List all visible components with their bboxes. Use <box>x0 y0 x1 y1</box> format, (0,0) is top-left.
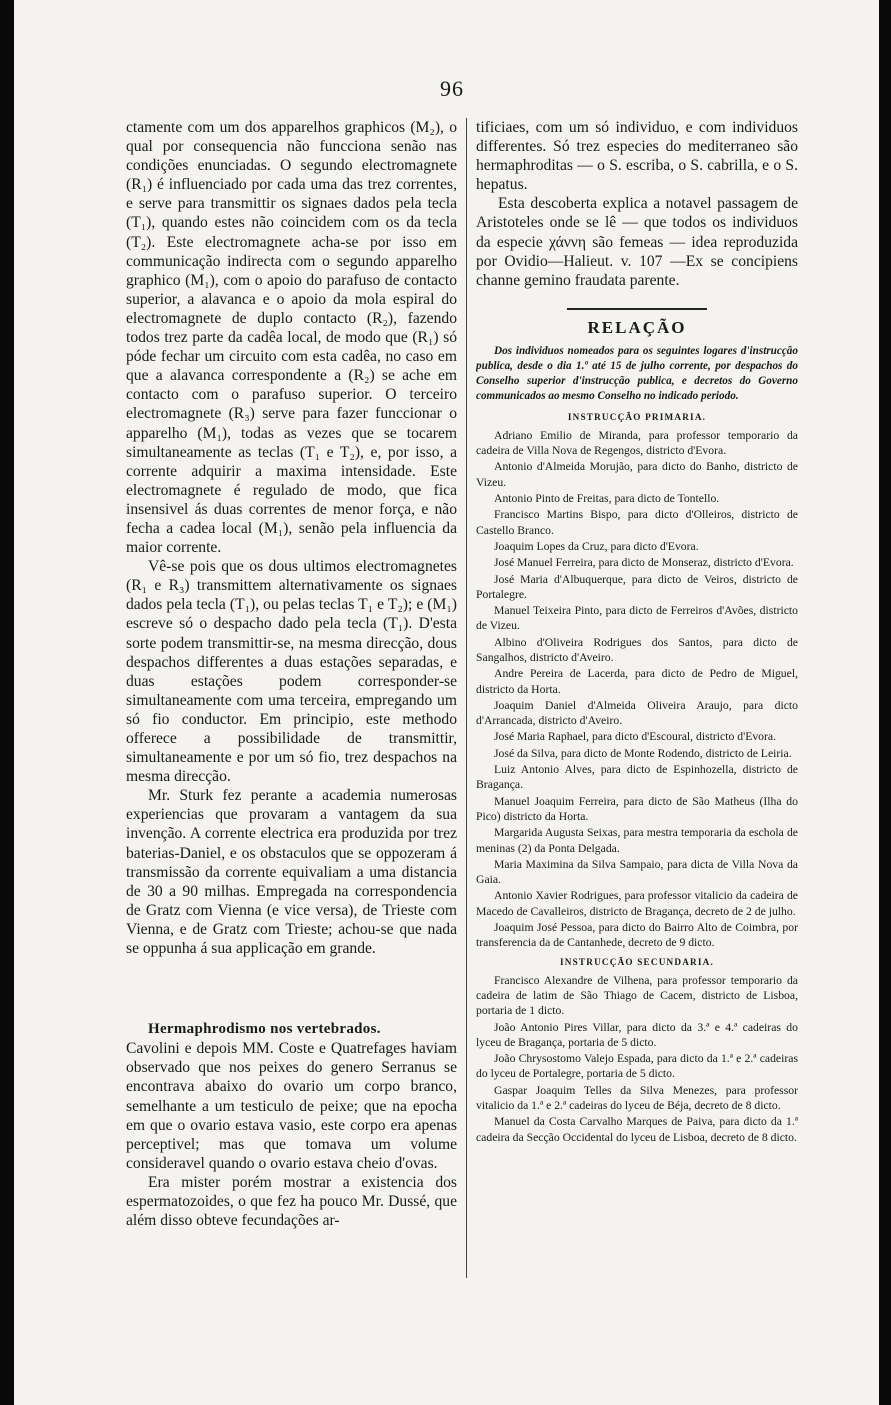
appointment-entry: Joaquim Daniel d'Almeida Oliveira Araujo, para dicto d'Arrancada, districto d'Aveiro. <box>476 698 798 728</box>
scan-border-left <box>0 0 14 1405</box>
primaria-list <box>476 428 798 951</box>
page-number: 96 <box>440 76 464 101</box>
appointment-entry: Adriano Emilio de Miranda, para professor temporario da cadeira de Villa Nova de Regengos, districto d'Evora. <box>476 428 798 458</box>
appointment-entry: Manuel Joaquim Ferreira, para dicto de São Matheus (Ilha do Pico) districto da Horta. <box>476 794 798 823</box>
appointment-entry: Joaquim Lopes da Cruz, para dicto d'Evora. <box>494 539 699 553</box>
appointment-entry: João Antonio Pires Villar, para dicto da 3.ª e 4.ª cadeiras do lyceu de Bragança, portaria de 5 dicto. <box>476 1020 798 1049</box>
appointment-entry: Gaspar Joaquim Telles da Silva Menezes, para professor vitalicio da 1.ª e 2.ª cadeiras do lyceu de Béja, decreto de 8 dicto. <box>476 1083 798 1113</box>
section-heading: Hermaphrodismo nos vertebrados. <box>148 1021 381 1038</box>
appointment-entry: Joaquim José Pessoa, para dicto do Bairro Alto de Coimbra, por transferencia da de Cantanhede, decreto de 9 dicto. <box>476 921 798 950</box>
scan-border-right <box>879 0 891 1405</box>
appointment-entry: Antonio Xavier Rodrigues, para professor vitalicio da cadeira de Macedo de Cavalleiros, districto de Bragança, decreto de 2 de julho. <box>476 889 798 918</box>
paragraph: tificiaes, com um só individuo, e com individuos differentes. Só trez especies do mediterraneo são hermaphroditas — o S. escriba, o S. cabrilla, e o S. hepatus. <box>476 119 798 194</box>
appointment-entry: Margarida Augusta Seixas, para mestra temporaria da eschola de meninas (2) da Ponta Delgada. <box>476 826 798 855</box>
appointment-entry: José Maria Raphael, para dicto d'Escoural, districto d'Evora. <box>494 730 777 744</box>
section-rule <box>567 308 707 310</box>
appointment-entry: João Chrysostomo Valejo Espada, para dicto da 1.ª e 2.ª cadeiras do lyceu de Portalegre, portaria de 5 dicto. <box>476 1052 798 1081</box>
paragraph: Cavolini e depois MM. Coste e Quatrefages haviam observado que nos peixes do genero Serranus se encontrava abaixo do ovario um corpo branco, semelhante a um testiculo de peixe; que na epocha em que o ovario estava vasio, este corpo era apenas perceptivel; mas que tomava um volume consideravel quando o ovario estava cheio d'ovas. <box>126 1040 457 1172</box>
secundaria-list <box>476 973 798 1145</box>
paragraph: Esta descoberta explica a notavel passagem de Aristoteles onde se lê — que todos os individuos da especie χάννη são femeas — idea reproduzida por Ovidio—Halieut. v. 107 —Ex se concipiens channe gemino fraudata parente. <box>476 195 798 289</box>
column-divider <box>466 118 467 1278</box>
appointment-entry: Maria Maximina da Silva Sampaio, para dicta de Villa Nova da Gaia. <box>476 857 798 887</box>
paragraph: Era mister porém mostrar a existencia dos espermatozoides, o que fez ha pouco Mr. Dussé, que além disso obteve fecundações ar- <box>126 1173 457 1230</box>
appointment-entry: Luiz Antonio Alves, para dicto de Espinhozella, districto de Bragança. <box>476 763 798 792</box>
paragraph: Mr. Sturk fez perante a academia numerosas experiencias que provaram a vantagem da sua invenção. A corrente electrica era produzida por trez baterias-Daniel, e os obstaculos que se oppozeram á transmissão da corrente equivaliam a uma distancia de 30 a 90 milhas. Empregada na correspondencia de Gratz com Vienna (e vice versa), de Trieste com Vienna, e de Gratz com Trieste; achou-se que nada se oppunha á sua applicação em grande. <box>126 787 457 958</box>
spacer <box>126 958 457 1020</box>
appointment-entry: Francisco Alexandre de Vilhena, para professor temporario da cadeira de latim de São Thiago de Cacem, districto de Lisboa, portaria de 1 dicto. <box>476 973 798 1018</box>
appointment-entry: José da Silva, para dicto de Monte Rodendo, districto de Leiria. <box>494 746 792 760</box>
left-column <box>126 118 457 1230</box>
appointment-entry: Manuel da Costa Carvalho Marques de Paiva, para dicto da 1.ª cadeira da Secção Occidental do lyceu de Lisboa, decreto de 8 dicto. <box>476 1115 798 1144</box>
appointment-entry: Andre Pereira de Lacerda, para dicto de Pedro de Miguel, districto da Horta. <box>476 667 798 696</box>
right-column <box>476 118 798 1146</box>
paragraph: ctamente com um dos apparelhos graphicos (M₂), o qual por consequencia não funcciona senão nas condições enunciadas. O segundo electromagnete (R₁) é influenciado por cada uma das trez correntes, e serve para transmittir os signaes dados pela tecla (T₁), quando estes não coincidem com os da tecla (T₂). Este electromagnete acha-se por isso em communicação indirecta com o segundo apparelho graphico (M₁), com o apoio do parafuso de contacto superior, a alavanca e o apoio da mola espiral do electromagnete de duplo contacto (R₂), fazendo todos trez parte da cadêa local, de modo que (R₁) só póde fechar um circuito com esta cadêa, no caso em que a alavanca correspondente a (R₂) se ache em contacto com o parafuso superior. O terceiro electromagnete (R₃) serve para fazer funccionar o apparelho (M₁), todas as vezes que se tocarem simultaneamente as teclas (T₁ e T₂), e, por isso, a corrente adquirir a maxima intensidade. Este electromagnete é regulado de modo, que fica insensivel ás duas correntes de menor força, e não fecha a cadea local (M₁), senão pela influencia da maior corrente. <box>126 119 457 557</box>
appointment-entry: Antonio d'Almeida Morujão, para dicto do Banho, districto de Vizeu. <box>476 460 798 489</box>
appointment-entry: José Maria d'Albuquerque, para dicto de Veiros, districto de Portalegre. <box>476 572 798 601</box>
primaria-heading: INSTRUCÇÃO PRIMARIA. <box>567 411 707 422</box>
secundaria-heading: INSTRUCÇÃO SECUNDARIA. <box>559 956 715 967</box>
relacao-intro: Dos individuos nomeados para os seguintes logares d'instrucção publica, desde o dia 1.º até 15 de julho corrente, por despachos do Conselho superior d'instrucção publica, e decretos do Governo communicados ao mesmo Conselho no indicado periodo. <box>476 344 798 402</box>
relacao-title: RELAÇÃO <box>587 317 687 337</box>
appointment-entry: José Manuel Ferreira, para dicto de Monseraz, districto d'Evora. <box>494 556 794 570</box>
appointment-entry: Francisco Martins Bispo, para dicto d'Olleiros, districto de Castello Branco. <box>476 508 798 537</box>
appointment-entry: Antonio Pinto de Freitas, para dicto de Tontello. <box>494 492 720 506</box>
appointment-entry: Manuel Teixeira Pinto, para dicto de Ferreiros d'Avões, districto de Vizeu. <box>476 604 798 633</box>
paragraph: Vê-se pois que os dous ultimos electromagnetes (R₁ e R₃) transmittem alternativamente os signaes dados pela tecla (T₁), ou pelas teclas T₁ e T₂); e (M₁) escreve só o despacho dado pela tecla (T₁). D'esta sorte podem transmittir-se, na mesma direcção, dous despachos differentes a duas estações separadas, e duas estações podem corresponder-se simultaneamente com uma terceira, empregando um só fio conductor. Em principio, este methodo offerece a possibilidade de transmittir, simultaneamente e por um só fio, trez despachos na mesma direcção. <box>126 558 457 786</box>
appointment-entry: Albino d'Oliveira Rodrigues dos Santos, para dicto de Sangalhos, districto d'Aveiro. <box>476 635 798 664</box>
